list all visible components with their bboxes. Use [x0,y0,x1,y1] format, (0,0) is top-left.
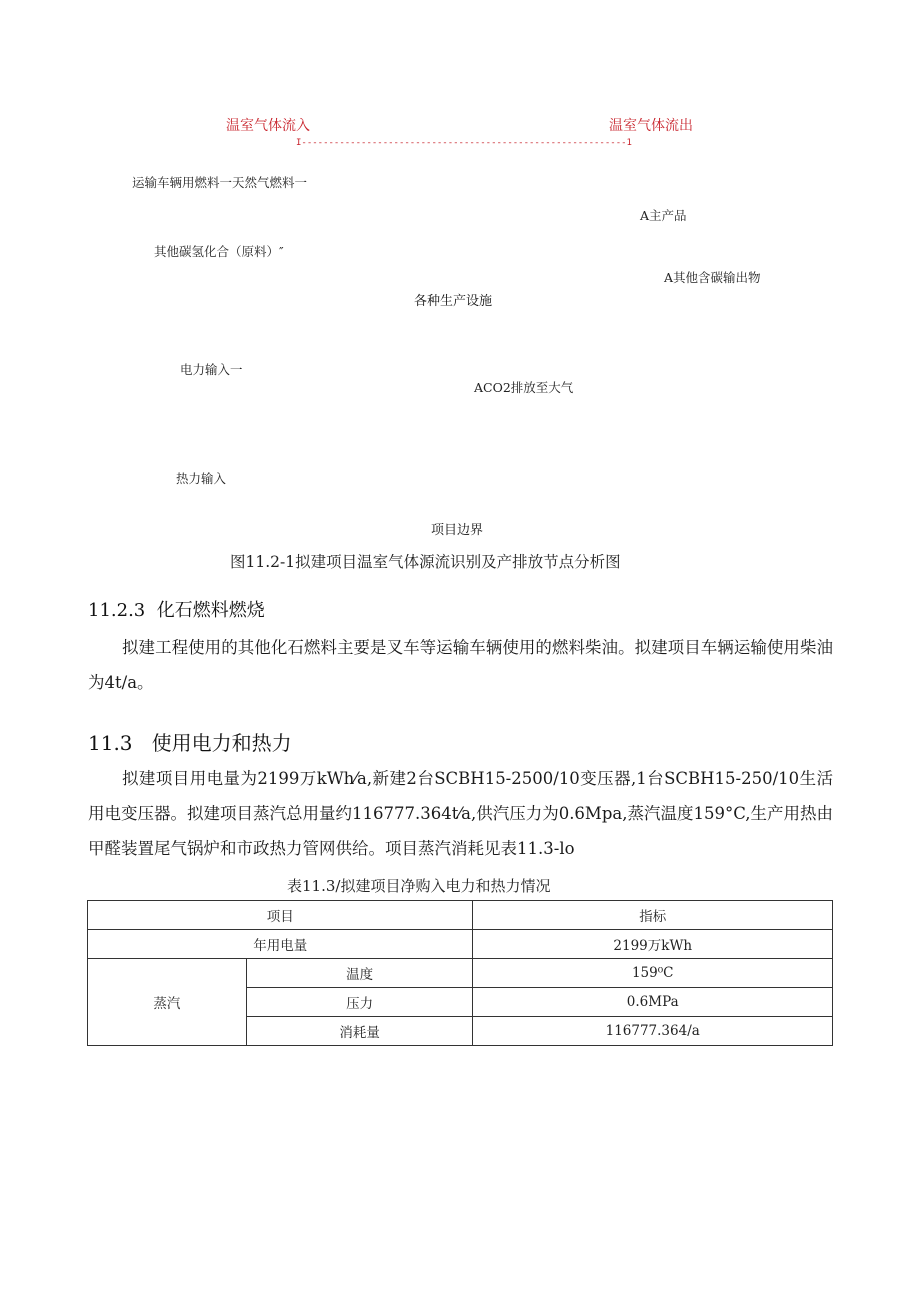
boundary-dashed-line: I------------------------------------------------------------1 [296,138,632,148]
input-carbon-label: 其他碳氢化合（原料）″ [154,244,284,259]
row-label: 消耗量 [246,1017,473,1046]
header-indicator: 指标 [473,901,833,930]
row-label: 温度 [246,959,473,988]
section-heading-11-3 [88,727,292,756]
output-carbon-label: A其他含碳输出物 [664,270,761,285]
table-row [88,930,833,959]
section-number: 11.2.3 [88,600,146,621]
table-caption: 表11.3/拟建项目净购入电力和热力情况 [287,877,551,895]
outflow-label: 温室气体流出 [609,118,693,134]
row-label: 压力 [246,988,473,1017]
section-number: 11.3 [88,731,133,755]
row-value: 159⁰C [473,959,833,988]
header-item: 项目 [88,901,473,930]
row-label: 年用电量 [88,930,473,959]
input-heat-label: 热力输入 [176,471,227,486]
inflow-label: 温室气体流入 [226,118,310,134]
facilities-label: 各种生产设施 [414,294,493,309]
paragraph-text: 拟建项目用电量为2199万kWh⁄a,新建2台SCBH15-2500/10变压器,1台SCBH15-250/10生活用电变压器。拟建项目蒸汽总用量约116777.364t⁄a,供汽压力为0.6Mpa,蒸汽温度159°C,生产用热由甲醛装置尾气锅炉和市政热力管网供给。项目蒸汽消耗见表11.3-lo [88,769,833,858]
output-main-label: A主产品 [640,208,687,223]
section-paragraph-11-2-3 [88,630,833,700]
table-header-row [88,901,833,930]
row-value: 0.6MPa [473,988,833,1017]
boundary-label: 项目边界 [431,523,484,538]
power-heat-table [87,900,833,1046]
table-row [88,959,833,988]
section-paragraph-11-3 [88,761,833,866]
section-title: 化石燃料燃烧 [156,600,265,621]
row-value: 116777.364/a [473,1017,833,1046]
input-fuel-label: 运输车辆用燃料一天然气燃料一 [132,175,308,190]
section-title: 使用电力和热力 [151,731,292,755]
input-power-label: 电力输入一 [180,362,243,377]
steam-group-label: 蒸汽 [88,959,247,1046]
figure-caption: 图11.2-1拟建项目温室气体源流识别及产排放节点分析图 [230,553,621,571]
paragraph-text: 拟建工程使用的其他化石燃料主要是叉车等运输车辆使用的燃料柴油。拟建项目车辆运输使用柴油为4t/a。 [88,638,833,692]
output-co2-label: ACO2排放至大气 [474,380,574,395]
section-heading-11-2-3 [88,596,265,622]
row-value: 2199万kWh [473,930,833,959]
